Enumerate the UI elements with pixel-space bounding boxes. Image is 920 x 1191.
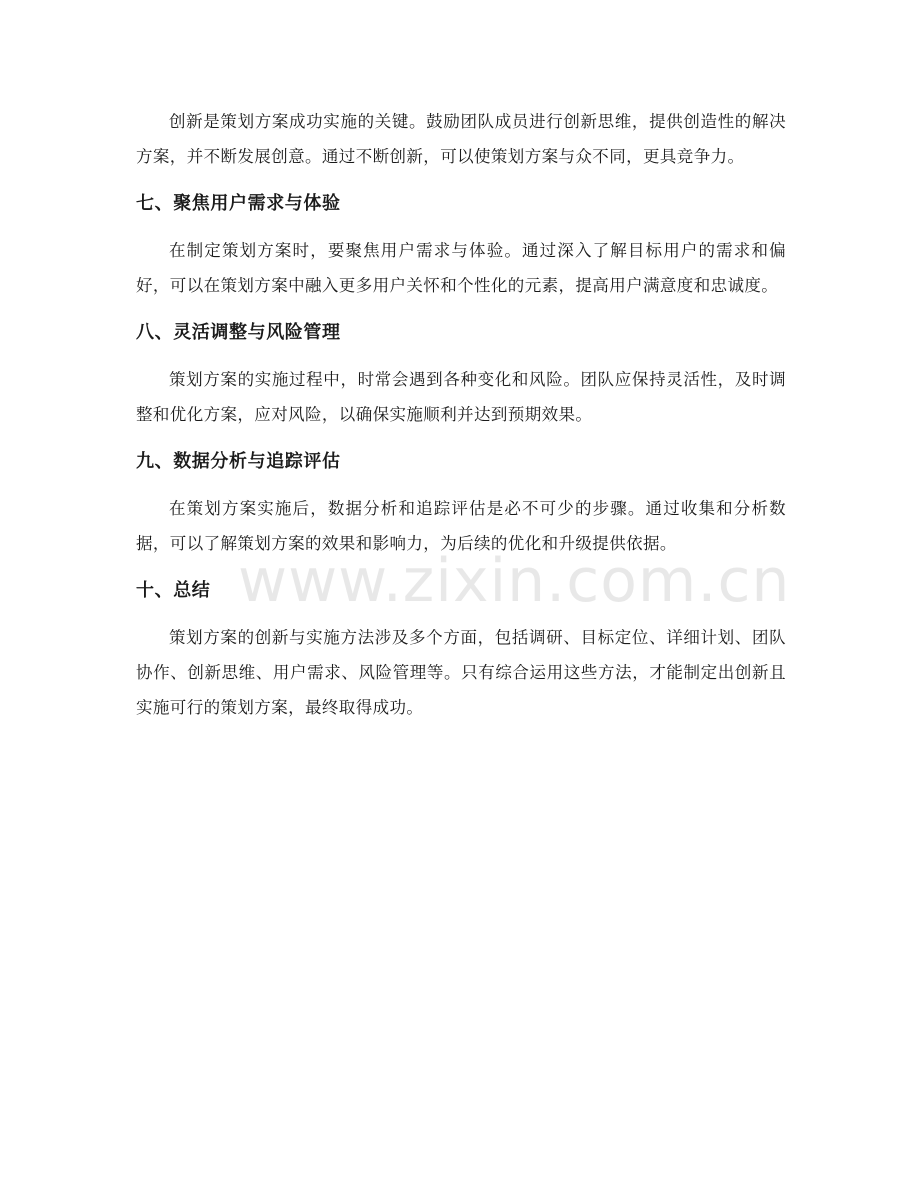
heading-section-9: 九、数据分析与追踪评估 bbox=[136, 451, 341, 472]
paragraph-section-7: 在制定策划方案时，要聚焦用户需求与体验。通过深入了解目标用户的需求和偏好，可以在策划方案中融入更多用户关怀和个性化的元素，提高用户满意度和忠诚度。 bbox=[136, 241, 786, 295]
heading-section-10: 十、总结 bbox=[136, 580, 211, 601]
paragraph-section-8: 策划方案的实施过程中，时常会遇到各种变化和风险。团队应保持灵活性，及时调整和优化方案，应对风险，以确保实施顺利并达到预期效果。 bbox=[136, 370, 786, 424]
watermark-text: www.zixin.com.cn bbox=[238, 546, 791, 616]
paragraph-section-9: 在策划方案实施后，数据分析和追踪评估是必不可少的步骤。通过收集和分析数据，可以了解策划方案的效果和影响力，为后续的优化和升级提供依据。 bbox=[136, 499, 786, 553]
heading-section-7: 七、聚焦用户需求与体验 bbox=[136, 193, 341, 214]
document-content bbox=[136, 104, 786, 725]
paragraph-section-10: 策划方案的创新与实施方法涉及多个方面，包括调研、目标定位、详细计划、团队协作、创新思维、用户需求、风险管理等。只有综合运用这些方法，才能制定出创新且实施可行的策划方案，最终取得成功。 bbox=[136, 628, 786, 717]
paragraph-innovation: 创新是策划方案成功实施的关键。鼓励团队成员进行创新思维，提供创造性的解决方案，并不断发展创意。通过不断创新，可以使策划方案与众不同，更具竞争力。 bbox=[136, 112, 786, 166]
heading-section-8: 八、灵活调整与风险管理 bbox=[136, 322, 341, 343]
